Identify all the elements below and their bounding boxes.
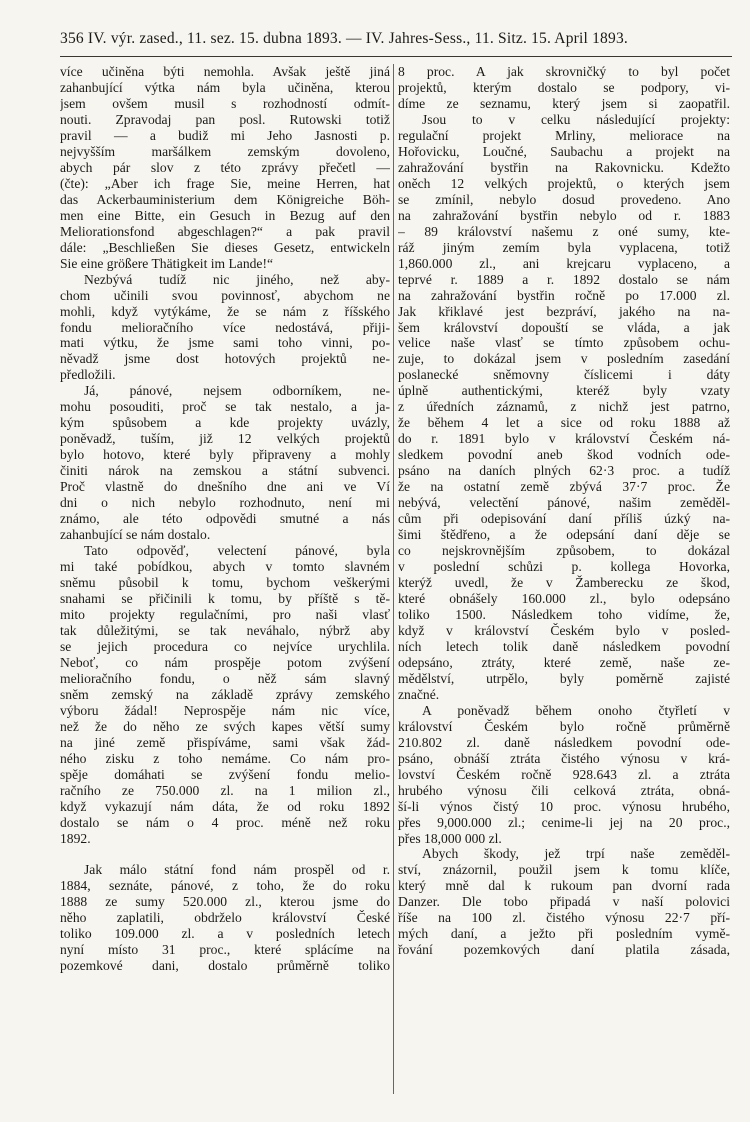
text-line: do r. 1891 bylo v království Českém ná- [398, 431, 730, 447]
text-line: zahanbující se nám dostalo. [60, 527, 211, 543]
text-line: 1884, seznáte, pánové, z toho, že do roku [60, 878, 390, 894]
text-line: – 89 království našemu z oné sumy, kte- [398, 223, 730, 239]
text-line: psáno na daních plných 62·3 proc. a tudíž [398, 463, 730, 479]
text-line: že během 4 let a sice od roku 1888 až [398, 415, 730, 431]
text-line: z úředních záznamů, z nichž jest patrno, [398, 399, 730, 415]
text-line: velice naše vlasť se tímto způsobem ochu- [398, 335, 730, 351]
text-line: 210.802 zl. daně následkem povodní ode- [398, 734, 730, 750]
text-line: mi také pobídkou, abych v tomto slavném [60, 559, 390, 575]
text-line: dále: „Beschließen Sie dieses Gesetz, entwickeln [60, 239, 390, 255]
text-line: nejvyšším maršálkem zemským dovoleno, [60, 143, 390, 159]
text-line: Jak křiklavé jest bezpráví, jakého na na- [398, 303, 730, 319]
text-line: mito projekty regulačními, pro naši vlasť [60, 606, 390, 622]
text-line: nebývá, velectění pánové, našim zeměděl- [398, 495, 730, 511]
text-line: ství, znázornil, použil jsem k tomu klíče, [398, 862, 730, 878]
text-line: toliko 109.000 zl. a v posledních letech [60, 926, 390, 942]
text-line: tak důležitými, se tak neváhalo, nýbrž aby [60, 622, 390, 638]
text-line: ného zisku z toho nemáme. Co nám pro- [60, 750, 390, 766]
text-line: se zmínil, nebylo dosud provedeno. Ano [398, 191, 730, 207]
text-line: než že do něho ze svých kapes větší sumy [60, 718, 390, 734]
text-line: v poslední schůzi p. kollega Hovorka, [398, 559, 730, 575]
text-line: sledkem povodní aneb škod vodních ode- [398, 447, 730, 463]
text-line: se jejich procedura co nejvíce urychlila. [60, 638, 390, 654]
text-line: který mně dal k rukoum pan dvorní rada [398, 878, 730, 894]
text-line: přes 9,000.000 zl.; cenime-li jej na 20 proc., [398, 814, 730, 830]
text-line [60, 846, 390, 862]
text-line: Sie eine größere Thätigkeit im Lande!“ [60, 255, 274, 271]
column-divider [393, 64, 394, 1094]
text-line: na zahražování bystřin ročně po 17.000 zl. [398, 287, 730, 303]
text-line: Já, pánové, nejsem odborníkem, ne- [84, 383, 390, 399]
text-line: co nejskrovnějším způsobem, to dokázal [398, 543, 730, 559]
text-line: teprvé r. 1889 a r. 1892 dostalo se nám [398, 271, 730, 287]
text-line: 1,860.000 zl., ani krejcaru vyplaceno, a [398, 255, 730, 271]
text-line: na jiné země přispíváme, sami však žád- [60, 734, 390, 750]
text-line: lovství Českém ročně 928.643 zl. a ztráta [398, 766, 730, 782]
text-line: nyní místo 31 proc., které splácíme na [60, 942, 390, 958]
text-line: nouti. Zpravodaj pan posl. Rutowski totiž [60, 111, 390, 127]
text-line: račního ze 750.000 zl. na 1 milion zl., [60, 782, 390, 798]
text-line: sněmu působil k tomu, bychom veškerými [60, 575, 390, 590]
text-line: sněm zemský na základě zprávy zemského [60, 686, 390, 702]
text-line: dostalo se nám o 4 proc. méně než roku [60, 814, 390, 830]
text-line: činiti nárok na zemskou a státní subvenci. [60, 463, 390, 479]
text-line: ních letech tolik daně následkem povodní [398, 638, 730, 654]
text-line: 1888 ze sumy 520.000 zl., kterou jsme do [60, 894, 390, 910]
text-line: regulační projekt Mrliny, meliorace na [398, 127, 730, 143]
text-line: oněch 12 velkých projektů, o kterých jsem [398, 175, 730, 191]
text-line: toliko 1500. Následkem toho vidíme, že, [398, 606, 730, 622]
text-line: hrubého výnosu čili celková ztráta, obná- [398, 782, 730, 798]
text-line: něvadž jsme dost hotových projektů ne- [60, 351, 390, 367]
text-line: poslanecké sněmovny číslicemi i dáty [398, 367, 730, 383]
text-line: Jsou to v celku následující projekty: [422, 111, 730, 127]
text-line: úplně authentickými, kteréž byly vzaty [398, 383, 730, 399]
text-line: ráž jiným zemím byla vyplacena, totiž [398, 239, 730, 255]
text-line: snahami se přičinili k tomu, by příště s tě- [60, 590, 390, 606]
text-line: Neboť, co nám prospěje potom zvýšení [60, 654, 390, 670]
text-line: abych pár slov z této zprávy přečetl — [60, 159, 390, 175]
text-line: dni o nich nebylo rozhodnuto, není mi [60, 495, 390, 511]
text-line: Proč vlastně do dnešního dne ani ve Ví [60, 479, 390, 495]
text-line: mědělství, utrpělo, byly poměrně zajisté [398, 670, 730, 686]
header-rule [60, 56, 732, 57]
text-line: řování pozemkových daní platila zásada, [398, 942, 730, 958]
text-line: předložili. [60, 367, 116, 383]
text-line: přes 18,000 000 zl. [398, 830, 502, 846]
text-line: zahražování bystřin na Rakovnicku. Kdežto [398, 159, 730, 175]
text-line: men eine Bitte, ein Gesuch in Bezug auf den [60, 207, 390, 223]
text-line: šem království dopouští se vláda, a jak [398, 319, 730, 335]
text-line: Nezbývá tudíž nic jiného, než aby- [84, 271, 390, 287]
text-line: fondu melioračního více nedostává, přiji- [60, 319, 390, 335]
text-line: 1892. [60, 830, 91, 846]
text-line: když vykazují nám dáta, že od roku 1892 [60, 798, 390, 814]
text-line: na zahražování bystřin nebylo od r. 1883 [398, 207, 730, 223]
text-line: spěje domáhati se zvýšení fondu melio- [60, 766, 390, 782]
text-line: více učiněna býti nemohla. Avšak ještě jiná [60, 64, 390, 79]
right-column [398, 64, 730, 958]
text-line: Jak málo státní fond nám prospěl od r. [84, 862, 390, 878]
text-line: díme ze seznamu, který jsem si zaopatřil. [398, 95, 730, 111]
text-line: Meliorationsfond abgeschlagen?“ a pak pravil [60, 223, 390, 239]
text-line: něho zaplatili, obdrželo království České [60, 910, 390, 926]
text-line: známo, ale této odpovědi smutné a nás [60, 511, 390, 527]
text-line: A poněvadž během onoho čtyřletí v [422, 702, 730, 718]
text-line: projektů, kterým dostalo se podpory, vi- [398, 79, 730, 95]
text-line: které obnášely 160.000 zl., bylo odepsáno [398, 590, 730, 606]
text-line: 8 proc. A jak skrovničký to byl počet [398, 64, 730, 79]
text-line: šimi štědřeno, a že odepsání daní děje se [398, 527, 730, 543]
text-line: mati výtku, že jsme sami toho vinni, po- [60, 335, 390, 351]
text-line: že na ostatní země zbývá 37·7 proc. Že [398, 479, 730, 495]
text-line: království Českém bylo ročně průměrně [398, 718, 730, 734]
text-line: pravil — a budiž mi Jeho Jasnosti p. [60, 127, 390, 143]
text-line: melioračního fondu, o něž sám slavný [60, 670, 390, 686]
text-line: cům při odepisování daní příliš úzký na- [398, 511, 730, 527]
text-line: pozemkové dani, dostalo průměrně toliko [60, 958, 390, 974]
text-line: značné. [398, 686, 440, 702]
text-line: mých daní, a ježto při posledním vymě- [398, 926, 730, 942]
text-line: Hořovicku, Loučné, Saubachu a projekt na [398, 143, 730, 159]
text-line: Abych škody, jež trpí naše zeměděl- [422, 846, 730, 862]
text-line: chom učinili svou povinnosť, abychom ne [60, 287, 390, 303]
text-line: jsem ovšem musil s rozhodností odmít- [60, 95, 390, 111]
text-line: das Ackerbauministerium dem Königreiche Böh- [60, 191, 390, 207]
text-line: zuje, to dokázal jsem v posledním zasedání [398, 351, 730, 367]
text-line: ší-li výnos čistý 10 proc. výnosu hrubého, [398, 798, 730, 814]
text-line: mohli, když vytýkáme, že se nám z říšského [60, 303, 390, 319]
page-header: 356 IV. výr. zased., 11. sez. 15. dubna 1893. — IV. Jahres-Sess., 11. Sitz. 15. April 1893. [60, 30, 628, 47]
text-line: kterýž uvedl, že v Žamberecku ze škod, [398, 575, 730, 590]
text-line: bylo hotovo, které byly připraveny a mohly [60, 447, 390, 463]
text-line: Danzer. Dle tobo připadá v naší polovici [398, 894, 730, 910]
text-line: výboru žádal! Neprospěje nám nic více, [60, 702, 390, 718]
text-line: psáno, obnáší ztráta čistého výnosu v krá- [398, 750, 730, 766]
text-line: mohu posouditi, proč se tak nestalo, a ja- [60, 399, 390, 415]
text-line: když v království Českém bylo v posled- [398, 622, 730, 638]
text-line: Tato odpověď, velectení pánové, byla [84, 543, 390, 559]
text-line: odepsáno, ztráty, které země, naše ze- [398, 654, 730, 670]
text-line: říše na 100 zl. čistého výnosu 22·7 pří- [398, 910, 730, 926]
text-line: kým spůsobem a kde projekty uvázly, [60, 415, 390, 431]
text-line: poněvadž, tuším, již 12 velkých projektů [60, 431, 390, 447]
left-column [60, 64, 390, 974]
text-line: (čte): „Aber ich frage Sie, meine Herren, hat [60, 175, 390, 191]
text-line: zahanbující výtka nám byla učiněna, kterou [60, 79, 390, 95]
